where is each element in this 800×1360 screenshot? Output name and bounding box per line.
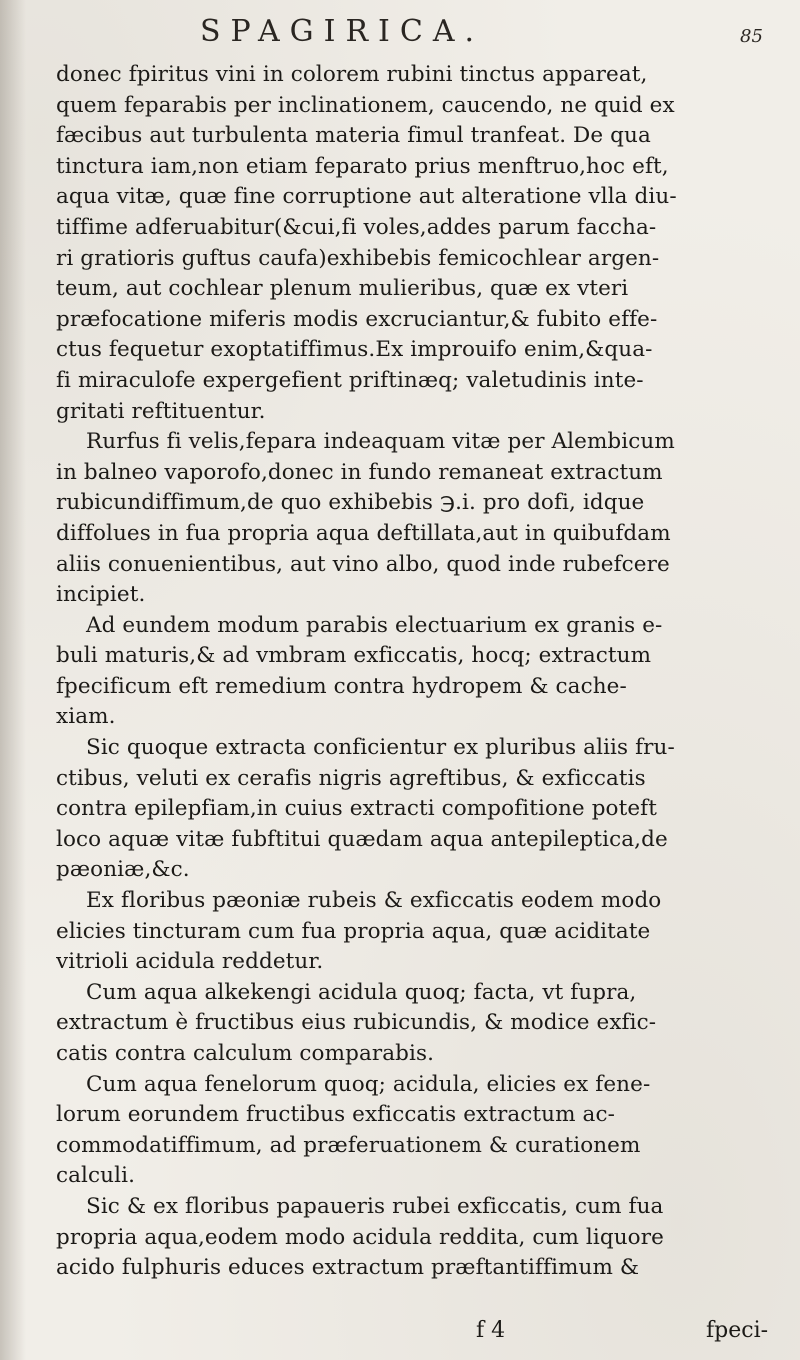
text-line: quem feparabis per inclinationem, caucendo, ne quid ex — [56, 92, 675, 118]
text-line: ctus fequetur exoptatiffimus.Ex improuifo enim,&qua- — [56, 337, 653, 363]
text-line: fæcibus aut turbulenta materia fimul tranfeat. De qua — [56, 123, 651, 149]
text-line: catis contra calculum comparabis. — [56, 1041, 435, 1066]
footer-line — [56, 1318, 768, 1348]
text-line: xiam. — [56, 704, 116, 730]
text-line: Cum aqua alkekengi acidula quoq; facta, vt fupra, — [86, 979, 637, 1005]
text-line: præfocatione miferis modis excruciantur,& fubito effe- — [56, 306, 658, 332]
text-line: Sic & ex floribus papaueris rubei exficcatis, cum fua — [86, 1193, 664, 1219]
text-line: rubicundiffimum,de quo exhibebis ℈.i. pro dofi, idque — [56, 490, 645, 516]
text-line: acido fulphuris educes extractum præftantiffimum & — [56, 1255, 640, 1281]
text-line: diffolues in fua propria aqua deftillata,aut in quibufdam — [56, 520, 671, 546]
text-line: vitrioli acidula reddetur. — [56, 949, 324, 975]
text-line: fpecificum eft remedium contra hydropem & cache- — [56, 673, 627, 699]
text-line: aliis conuenientibus, aut vino albo, quod inde rubefcere — [56, 551, 670, 577]
text-line: fi miraculofe expergefient priftinæq; valetudinis inte- — [56, 367, 644, 393]
text-line: calculi. — [56, 1163, 136, 1189]
text-line: lorum eorundem fructibus exficcatis extractum ac- — [56, 1102, 615, 1128]
text-line: Ex floribus pæoniæ rubeis & exficcatis eodem modo — [86, 888, 662, 914]
catchword: fpeci- — [706, 1318, 769, 1343]
text-line: teum, aut cochlear plenum mulieribus, quæ ex vteri — [56, 276, 629, 302]
text-line: incipiet. — [56, 582, 146, 608]
text-line: propria aqua,eodem modo acidula reddita, cum liquore — [56, 1224, 664, 1250]
text-line: Rurfus fi velis,fepara indeaquam vitæ per Alembicum — [86, 429, 675, 455]
text-line: elicies tincturam cum fua propria aqua, quæ aciditate — [56, 918, 651, 944]
text-line: loco aquæ vitæ fubftitui quædam aqua antepileptica,de — [56, 826, 668, 852]
text-line: extractum è fructibus eius rubicundis, & modice exfic- — [56, 1010, 657, 1036]
text-line: in balneo vaporofo,donec in fundo remaneat extractum — [56, 459, 663, 485]
text-line: Ad eundem modum parabis electuarium ex granis e- — [86, 612, 663, 638]
text-line: pæoniæ,&c. — [56, 857, 190, 883]
page-number: 85 — [740, 26, 763, 47]
text-line: buli maturis,& ad vmbram exficcatis, hocq; extractum — [56, 643, 652, 669]
text-line: Cum aqua fenelorum quoq; acidula, elicies ex fene- — [86, 1071, 651, 1097]
text-line: gritati reftituentur. — [56, 398, 266, 424]
text-line: ctibus, veluti ex cerafis nigris agreftibus, & exficcatis — [56, 765, 646, 791]
running-head: SPAGIRICA. — [200, 14, 485, 49]
text-line: contra epilepfiam,in cuius extracti compofitione poteft — [56, 796, 657, 822]
body-text — [56, 60, 768, 1284]
text-line: donec fpiritus vini in colorem rubini tinctus appareat, — [56, 62, 648, 87]
text-line: Sic quoque extracta conficientur ex pluribus aliis fru- — [86, 735, 675, 761]
text-line: ri gratioris guftus caufa)exhibebis femicochlear argen- — [56, 245, 660, 271]
text-line: aqua vitæ, quæ fine corruptione aut alteratione vlla diu- — [56, 184, 677, 210]
signature-mark: f 4 — [476, 1318, 506, 1343]
text-line: tinctura iam,non etiam feparato prius menftruo,hoc eft, — [56, 153, 669, 179]
binding-shadow — [0, 0, 26, 1360]
text-line: commodatiffimum, ad præferuationem & curationem — [56, 1132, 641, 1158]
text-line: tiffime adferuabitur(&cui,fi voles,addes parum faccha- — [56, 214, 657, 240]
